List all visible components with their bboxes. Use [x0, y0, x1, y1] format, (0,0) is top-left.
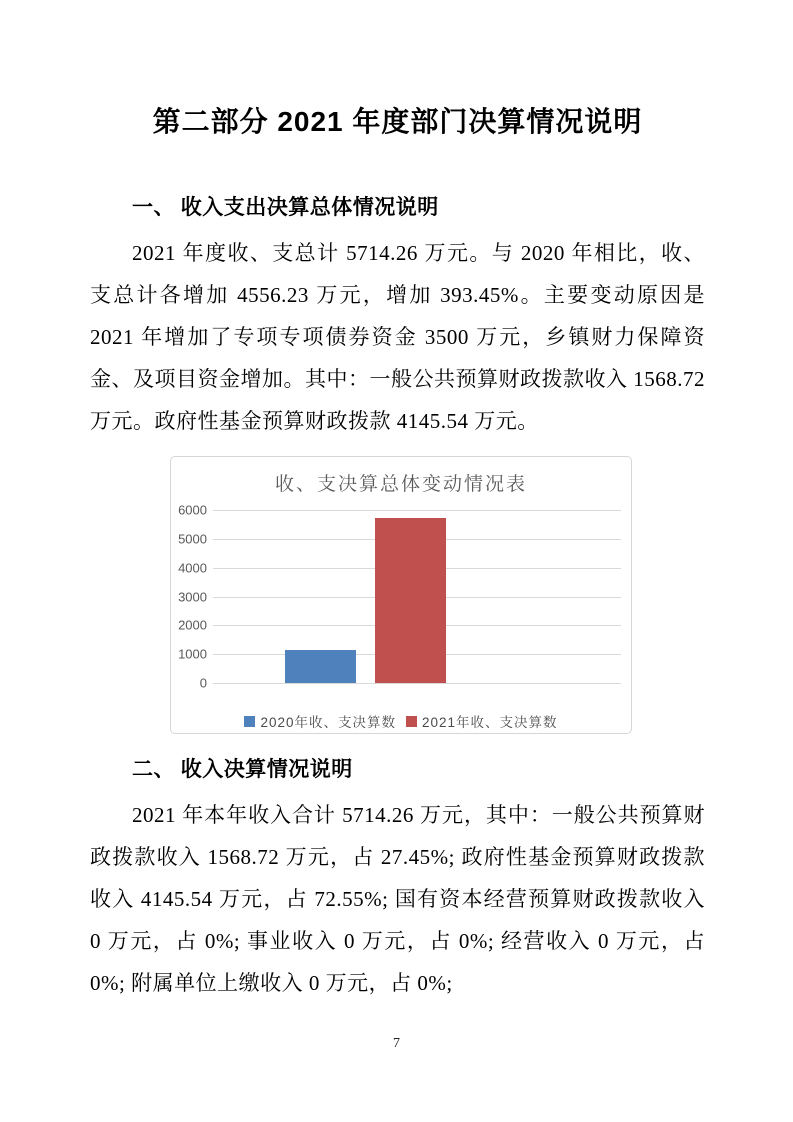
section-income [90, 754, 705, 1004]
gridline [213, 683, 621, 684]
section1-heading: 一、 收入支出决算总体情况说明 [132, 195, 439, 219]
legend-swatch [244, 716, 255, 727]
bar-chart [170, 456, 632, 734]
y-tick-label: 5000 [178, 531, 207, 547]
section-overview [90, 192, 705, 442]
y-tick-label: 3000 [178, 589, 207, 604]
gridline [213, 510, 621, 511]
section2-heading: 二、 收入决算情况说明 [132, 757, 353, 781]
y-tick-label: 2000 [178, 617, 207, 633]
legend-swatch [406, 716, 417, 727]
y-tick-label: 1000 [178, 646, 207, 662]
chart-legend [171, 711, 631, 731]
legend-item [406, 711, 558, 731]
page-number: 7 [393, 1036, 400, 1051]
legend-label: 2020年收、支决算数 [260, 715, 396, 730]
chart-title: 收、支决算总体变动情况表 [274, 474, 527, 495]
chart-plot-area [178, 502, 621, 691]
bar-2020年收、支决算数 [285, 650, 356, 683]
y-tick-label: 6000 [178, 502, 207, 518]
legend-item [244, 711, 396, 731]
section2-paragraph: 2021 年本年收入合计 5714.26 万元，其中：一般公共预算财政拨款收入 1568.72 万元，占 27.45%; 政府性基金预算财政拨款收入 4145.54 万元，占 72.55%; 国有资本经营预算财政拨款收入 0 万元，占 0%; 事业收入 0 万元，占 0%; 经营收入 0 万元，占 0%; 附属单位上缴收入 0 万元，占 0%; [90, 803, 705, 995]
section1-paragraph: 2021 年度收、支总计 5714.26 万元。与 2020 年相比，收、支总计各增加 4556.23 万元，增加 393.45%。主要变动原因是 2021 年增加了专项专项债券资金 3500 万元，乡镇财力保障资金、及项目资金增加。其中：一般公共预算财政拨款收入 1568.72 万元。政府性基金预算财政拨款 4145.54 万元。 [90, 241, 705, 433]
legend-label: 2021年收、支决算数 [422, 715, 558, 730]
y-tick-label: 4000 [178, 560, 207, 576]
page-footer [0, 1036, 793, 1052]
bar-2021年收、支决算数 [375, 518, 446, 683]
y-tick-label: 0 [199, 675, 207, 691]
document-title: 第二部分 2021 年度部门决算情况说明 [152, 106, 643, 137]
